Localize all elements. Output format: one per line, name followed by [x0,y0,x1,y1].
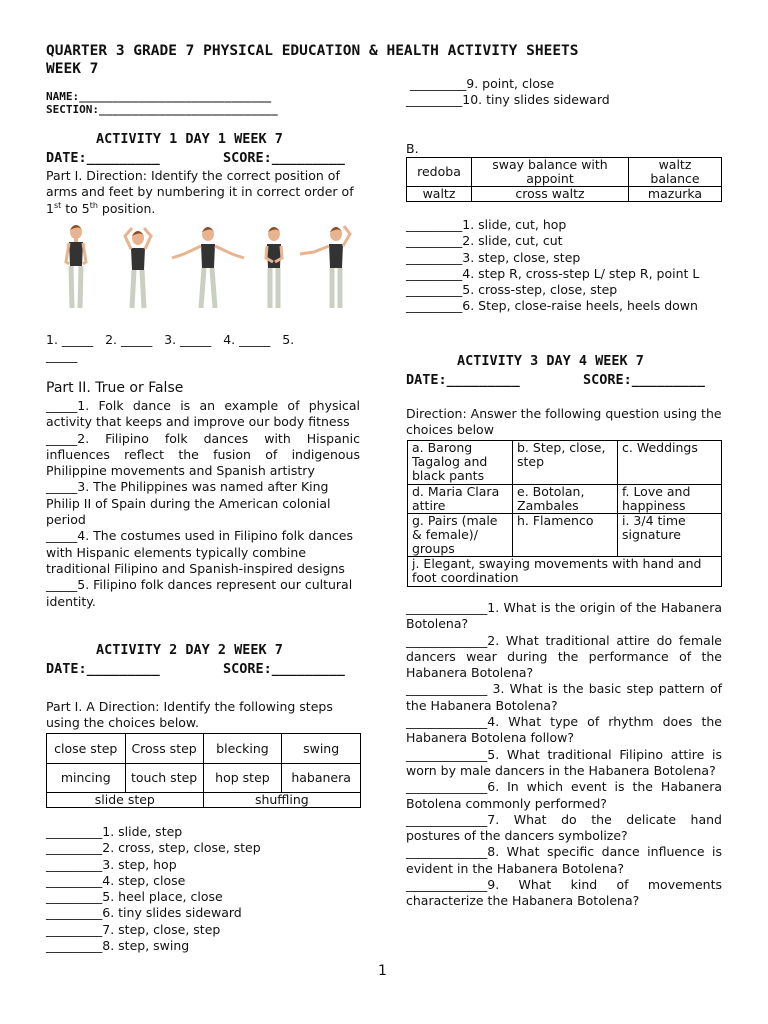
choice-cell: redoba [407,158,472,187]
dancer-arms-low-icon [66,225,86,308]
activity3-choices-table [407,440,722,587]
step-item[interactable]: _________1. slide, cut, hop [406,217,567,232]
activity3-date[interactable]: DATE:_________ [406,372,520,388]
true-false-item[interactable]: _____1. Folk dance is an example of physical activity that keeps and improve our body fitness [46,398,360,430]
step-item[interactable]: _________6. tiny slides sideward [46,905,242,921]
step-item[interactable]: _________3. step, hop [46,856,177,872]
choice-cell: g. Pairs (male & female)/ groups [408,514,513,557]
steps-choices-table [46,733,361,808]
step-item[interactable]: _________4. step, close [46,872,186,888]
activity3-score[interactable]: SCORE:_________ [583,372,705,388]
choice-cell: h. Flamenco [513,514,618,557]
step-item[interactable]: _________1. slide, step [46,824,183,839]
activity1-answers-line-1[interactable]: 1. _____ 2. _____ 3. _____ 4. _____ 5. [46,332,295,347]
choice-cell: i. 3/4 time signature [618,514,722,557]
question-item[interactable]: _____________9. What kind of movements characterize the Habanera Botolena? [406,877,722,909]
question-item[interactable]: _____________8. What specific dance influence is evident in the Habanera Botolena? [406,844,722,876]
choice-cell: a. Barong Tagalog and black pants [408,441,513,485]
choice-cell: close step [47,734,126,764]
choice-cell: blecking [203,734,282,764]
choice-cell: f. Love and happiness [618,485,722,514]
choice-cell: touch step [125,764,203,793]
choice-cell: cross waltz [472,187,629,202]
choice-cell: shuffling [203,793,360,808]
choice-cell: waltz [407,187,472,202]
step-item[interactable]: _________6. Step, close-raise heels, heels down [406,298,698,314]
step-item[interactable]: _________10. tiny slides sideward [406,92,610,108]
choice-cell: mincing [47,764,126,793]
activity1-answers-line-2[interactable]: _____ [46,348,78,363]
true-false-list [46,398,360,610]
step-item[interactable]: _________2. cross, step, close, step [46,840,261,856]
step-item[interactable]: _________4. step R, cross-step L/ step R, point L [406,265,700,281]
activity3-direction: Direction: Answer the following question using the choices below [406,406,722,438]
worksheet-title [46,42,736,78]
true-false-item[interactable]: _____2. Filipino folk dances with Hispanic influences reflect the fusion of indigenous Philippine movements and Spanish artistry [46,430,360,479]
step-item[interactable]: _________5. cross-step, close, step [406,282,618,298]
question-item[interactable]: _____________5. What traditional Filipino attire is worn by male dancers in the Habanera Botolena? [406,746,722,778]
question-item[interactable]: _____________1. What is the origin of the Habanera Botolena? [406,600,722,632]
activity2-date[interactable]: DATE:_________ [46,661,160,677]
activity2-items-a-continued [406,76,610,109]
choice-cell: swing [282,734,361,764]
step-item[interactable]: _________5. heel place, close [46,889,223,905]
question-item[interactable]: _____________4. What type of rhythm does the Habanera Botolena follow? [406,714,722,746]
activity2-items-a [46,824,261,954]
activity1-date[interactable]: DATE:_________ [46,150,160,166]
activity3-questions [406,600,722,910]
choice-cell: Cross step [125,734,203,764]
title-line-2: WEEK 7 [46,61,99,77]
activity2-direction: Part I. A Direction: Identify the following steps using the choices below. [46,699,333,731]
true-false-item[interactable]: _____5. Filipino folk dances represent our cultural identity. [46,577,353,609]
step-item[interactable]: _________8. step, swing [46,938,190,954]
question-item[interactable]: _____________ 3. What is the basic step pattern of the Habanera Botolena? [406,681,722,713]
choice-cell: hop step [203,764,282,793]
step-item[interactable]: _________7. step, close, step [46,921,221,937]
question-item[interactable]: _____________6. In which event is the Habanera Botolena commonly performed? [406,779,722,811]
section-field[interactable]: SECTION:___________________________ [46,103,278,116]
true-false-item[interactable]: _____4. The costumes used in Filipino folk dances with Hispanic elements typically combine traditional Filipino and Spanish-inspired designs [46,528,353,576]
dancer-arms-up-icon [125,228,151,308]
question-item[interactable]: _____________2. What traditional attire do female dancers wear during the performance of the Habanera Botolena? [406,632,722,681]
part-b-label: B. [406,141,419,156]
title-line-1: QUARTER 3 GRADE 7 PHYSICAL EDUCATION & HEALTH ACTIVITY SHEETS [46,43,579,59]
choice-cell: j. Elegant, swaying movements with hand and foot coordination [408,557,722,587]
dancer-arm-raised-icon [300,226,350,308]
choice-cell: e. Botolan, Zambales [513,485,618,514]
name-field[interactable]: NAME:_____________________________ [46,90,272,103]
page-number: 1 [378,963,387,979]
activity1-part1-direction: Part I. Direction: Identify the correct position of arms and feet by numbering it in correct order of 1st to 5th position. [46,168,354,216]
part-b-choices-table [406,157,722,202]
choice-cell: d. Maria Clara attire [408,485,513,514]
choice-cell: c. Weddings [618,441,722,485]
step-item[interactable]: _________3. step, close, step [406,249,581,265]
choice-cell: mazurka [629,187,722,202]
choice-cell: habanera [282,764,361,793]
true-false-item[interactable]: _____3. The Philippines was named after King Philip II of Spain during the American colonial period [46,479,331,528]
activity2-heading: ACTIVITY 2 DAY 2 WEEK 7 [96,642,283,658]
choice-cell: waltz balance [629,158,722,187]
dancer-arms-front-icon [266,227,282,308]
activity2-score[interactable]: SCORE:_________ [223,661,345,677]
question-item[interactable]: _____________7. What do the delicate hand postures of the dancers symbolize? [406,811,722,844]
step-item[interactable]: _________2. slide, cut, cut [406,233,563,249]
ballet-positions-illustration [46,222,366,314]
activity1-part2-heading: Part II. True or False [46,380,184,396]
activity1-score[interactable]: SCORE:_________ [223,150,345,166]
choice-cell: slide step [47,793,204,808]
dancer-arms-side-icon [172,227,244,308]
activity2-items-b [406,217,699,315]
step-item[interactable]: _________9. point, close [410,76,555,91]
activity3-heading: ACTIVITY 3 DAY 4 WEEK 7 [457,353,644,369]
choice-cell: b. Step, close, step [513,441,618,485]
choice-cell: sway balance with appoint [472,158,629,187]
activity1-heading: ACTIVITY 1 DAY 1 WEEK 7 [96,131,283,147]
